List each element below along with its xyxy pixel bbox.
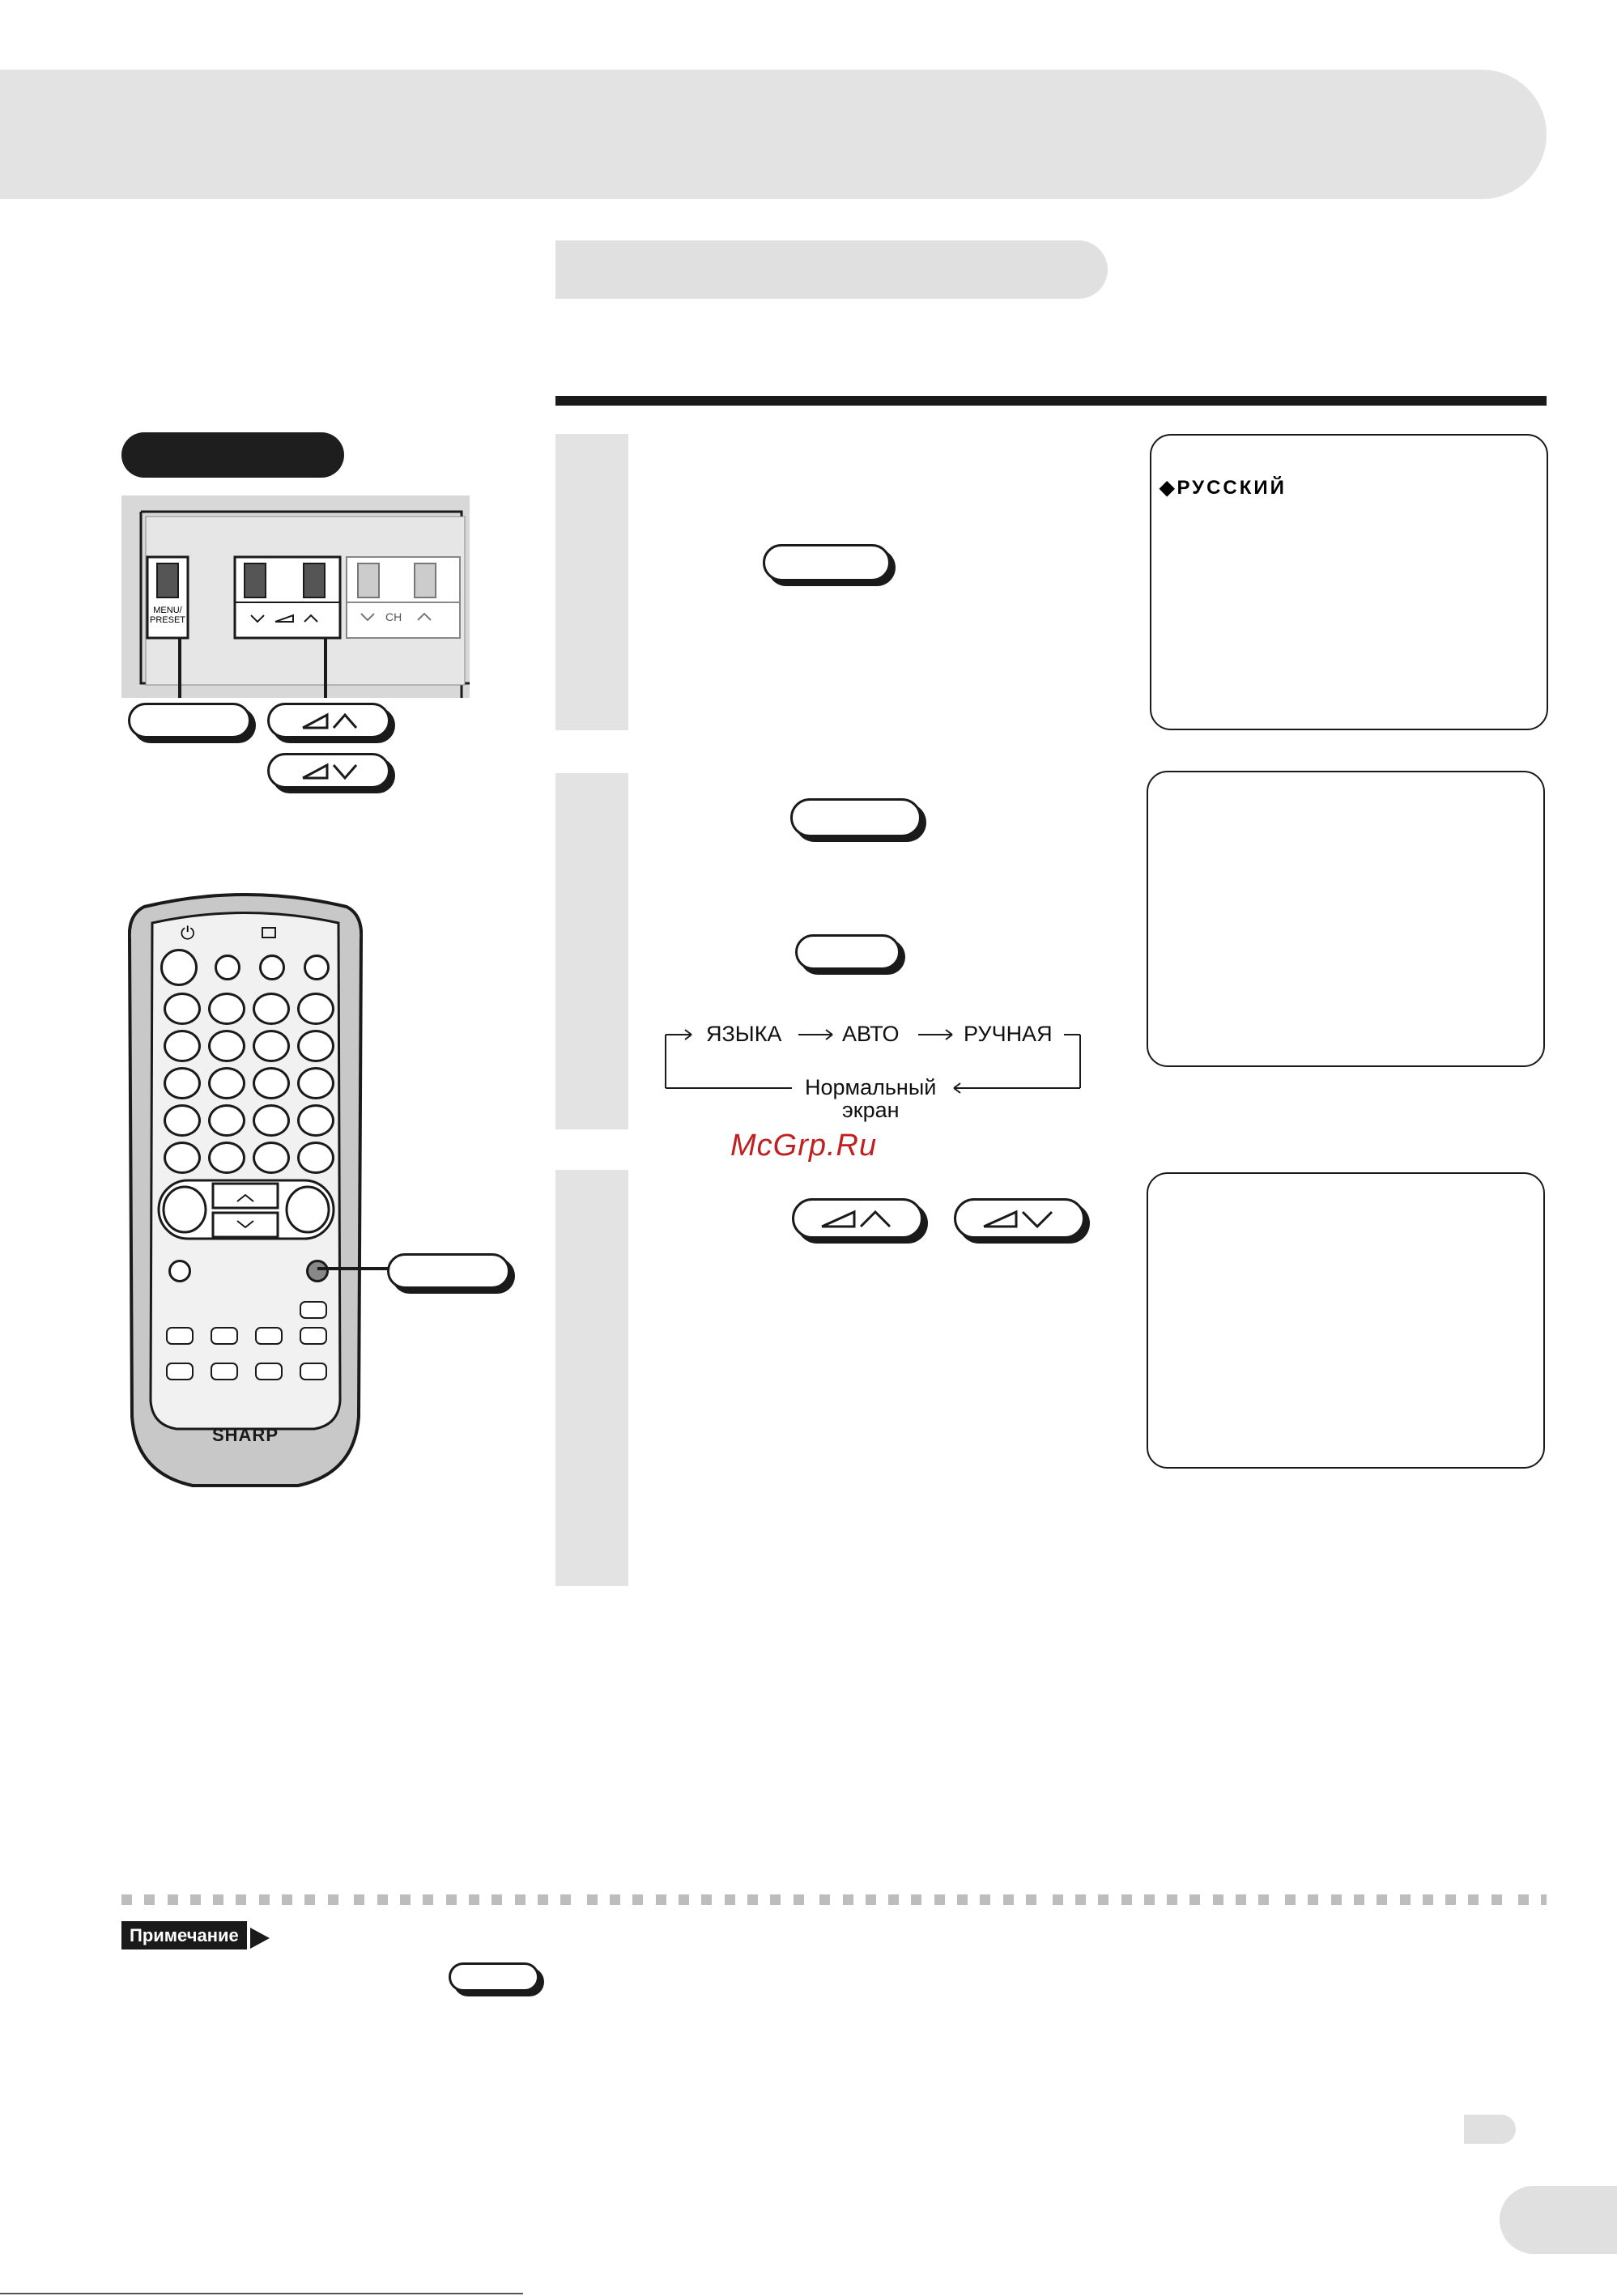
- osd-language-text: ◆РУССКИЙ: [1160, 477, 1287, 499]
- step-3-vol-up-keycap: [792, 1198, 923, 1239]
- section-subheading-band: [555, 240, 1108, 299]
- step-1-menu-keycap: [763, 544, 891, 581]
- menu-keycap-callout: [128, 703, 251, 738]
- section-rule: [555, 396, 1547, 406]
- remote-key[interactable]: [259, 955, 285, 980]
- tv-front-panel: [121, 495, 470, 698]
- remote-key[interactable]: [297, 993, 334, 1025]
- remote-key[interactable]: [297, 1030, 334, 1062]
- remote-key[interactable]: [164, 1067, 201, 1099]
- remote-brand-logo: SHARP: [211, 1425, 279, 1445]
- vol-down-keycap: [267, 753, 390, 789]
- step-2-osd-screen: [1147, 771, 1545, 1067]
- vol-up-keycap: [267, 703, 390, 738]
- page-number-badge: [1500, 2186, 1617, 2254]
- remote-key[interactable]: [215, 955, 240, 980]
- step-1-osd-screen: [1150, 434, 1548, 730]
- bottom-edge-line: [0, 2293, 523, 2294]
- flow-back-label-1: Нормальный: [805, 1075, 937, 1099]
- remote-key[interactable]: [164, 1104, 201, 1137]
- step-1-bar: [555, 434, 628, 730]
- note-menu-keycap: [449, 1962, 539, 1992]
- mode-flow-diagram: [662, 1018, 1083, 1124]
- panel-menu-label: MENU/ PRESET: [149, 606, 185, 625]
- remote-key[interactable]: [253, 993, 290, 1025]
- remote-menu-callout: [387, 1253, 510, 1289]
- remote-control: [128, 891, 363, 1490]
- remote-key[interactable]: [253, 1030, 290, 1062]
- remote-key[interactable]: [253, 1104, 290, 1137]
- page-tab-small: [1464, 2115, 1516, 2144]
- remote-key[interactable]: [208, 1142, 245, 1174]
- step-3-vol-down-keycap: [954, 1198, 1085, 1239]
- remote-callout-line: [317, 1267, 390, 1270]
- remote-key[interactable]: [304, 955, 330, 980]
- remote-key[interactable]: [164, 1142, 201, 1174]
- note-badge-wrapper: [121, 1925, 270, 1951]
- panel-ch-label: CH: [385, 610, 402, 623]
- remote-key[interactable]: [208, 1067, 245, 1099]
- remote-key[interactable]: [297, 1067, 334, 1099]
- step-3-bar: [555, 1170, 628, 1586]
- panel-label-pill: [121, 432, 344, 478]
- remote-key[interactable]: [297, 1104, 334, 1137]
- remote-key[interactable]: [297, 1142, 334, 1174]
- flow-item-auto: АВТО: [842, 1022, 900, 1046]
- remote-key[interactable]: [160, 949, 198, 986]
- step-2-menu-keycap: [790, 798, 921, 837]
- watermark-text: McGrp.Ru: [730, 1129, 878, 1163]
- step-3-osd-screen: [1147, 1172, 1545, 1469]
- remote-key[interactable]: [168, 1260, 191, 1282]
- remote-menu-key[interactable]: [306, 1260, 329, 1282]
- remote-key[interactable]: [253, 1142, 290, 1174]
- header-band: [0, 70, 1547, 199]
- remote-key[interactable]: [208, 1030, 245, 1062]
- remote-key[interactable]: [208, 993, 245, 1025]
- mute-key[interactable]: [164, 993, 201, 1025]
- flow-item-manual: РУЧНАЯ: [964, 1022, 1053, 1046]
- remote-key[interactable]: [253, 1067, 290, 1099]
- flow-item-language: ЯЗЫКА: [706, 1022, 782, 1046]
- remote-key[interactable]: [164, 1030, 201, 1062]
- remote-key[interactable]: [208, 1104, 245, 1137]
- svg-text:⏻: ⏻: [181, 924, 195, 944]
- note-separator: [121, 1894, 1547, 1906]
- note-badge: Примечание: [121, 1921, 247, 1949]
- step-2-small-keycap: [795, 934, 900, 970]
- flow-back-label-2: экран: [842, 1098, 900, 1122]
- step-2-bar: [555, 773, 628, 1129]
